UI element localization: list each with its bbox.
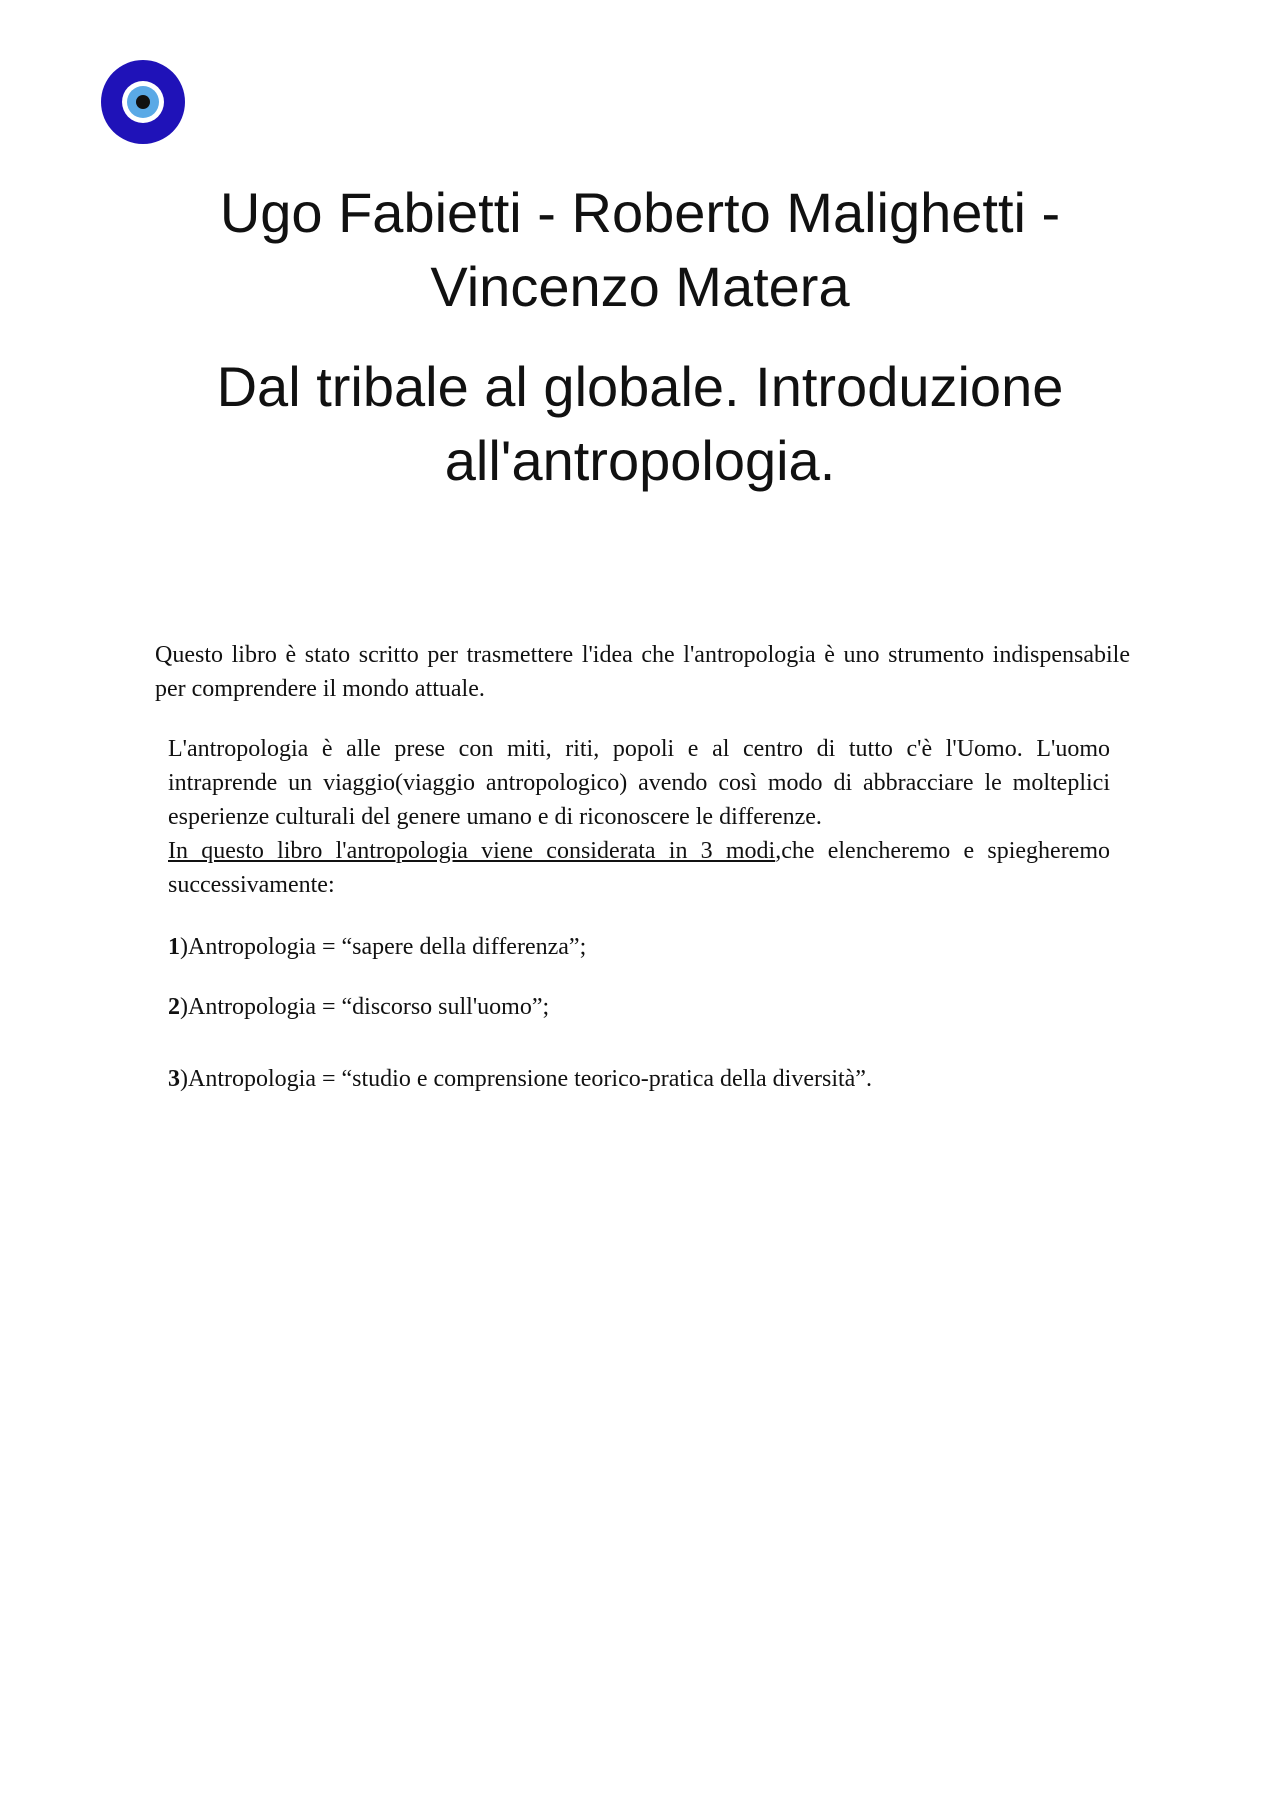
list-item-number: 3 [168, 1066, 180, 1092]
evil-eye-icon [100, 59, 186, 145]
list-item-text: )Antropologia = “studio e comprensione teorico-pratica della diversità”. [180, 1066, 872, 1092]
list-item [168, 1062, 872, 1096]
title-line-2: all'antropologia. [444, 429, 836, 492]
list-item [168, 930, 586, 964]
title-line-1: Dal tribale al globale. Introduzione [216, 355, 1064, 418]
description-paragraph [168, 732, 1110, 902]
authors-line-2: Vincenzo Matera [430, 255, 850, 318]
list-item-number: 1 [168, 934, 180, 960]
list-item-number: 2 [168, 994, 180, 1020]
list-item-text: )Antropologia = “discorso sull'uomo”; [180, 994, 550, 1020]
list-item-text: )Antropologia = “sapere della differenza”; [180, 934, 587, 960]
intro-paragraph: Questo libro è stato scritto per trasmettere l'idea che l'antropologia è uno strumento indispensabile per comprendere il mondo attuale. [155, 642, 1130, 702]
authors-line-1: Ugo Fabietti - Roberto Malighetti - [219, 181, 1061, 244]
description-text: L'antropologia è alle prese con miti, riti, popoli e al centro di tutto c'è l'Uomo. L'uomo intraprende un viaggio(viaggio antropologico) avendo così modo di abbracciare le molteplici esperienze culturali del genere umano e di riconoscere le differenze. [168, 736, 1110, 830]
authors-heading [160, 176, 1120, 324]
description-tail: ,che elencheremo e spiegheremo successivamente: [168, 838, 1111, 898]
list-item [168, 990, 549, 1024]
book-title [160, 350, 1120, 498]
underlined-statement: In questo libro l'antropologia viene considerata in 3 modi [168, 838, 776, 864]
